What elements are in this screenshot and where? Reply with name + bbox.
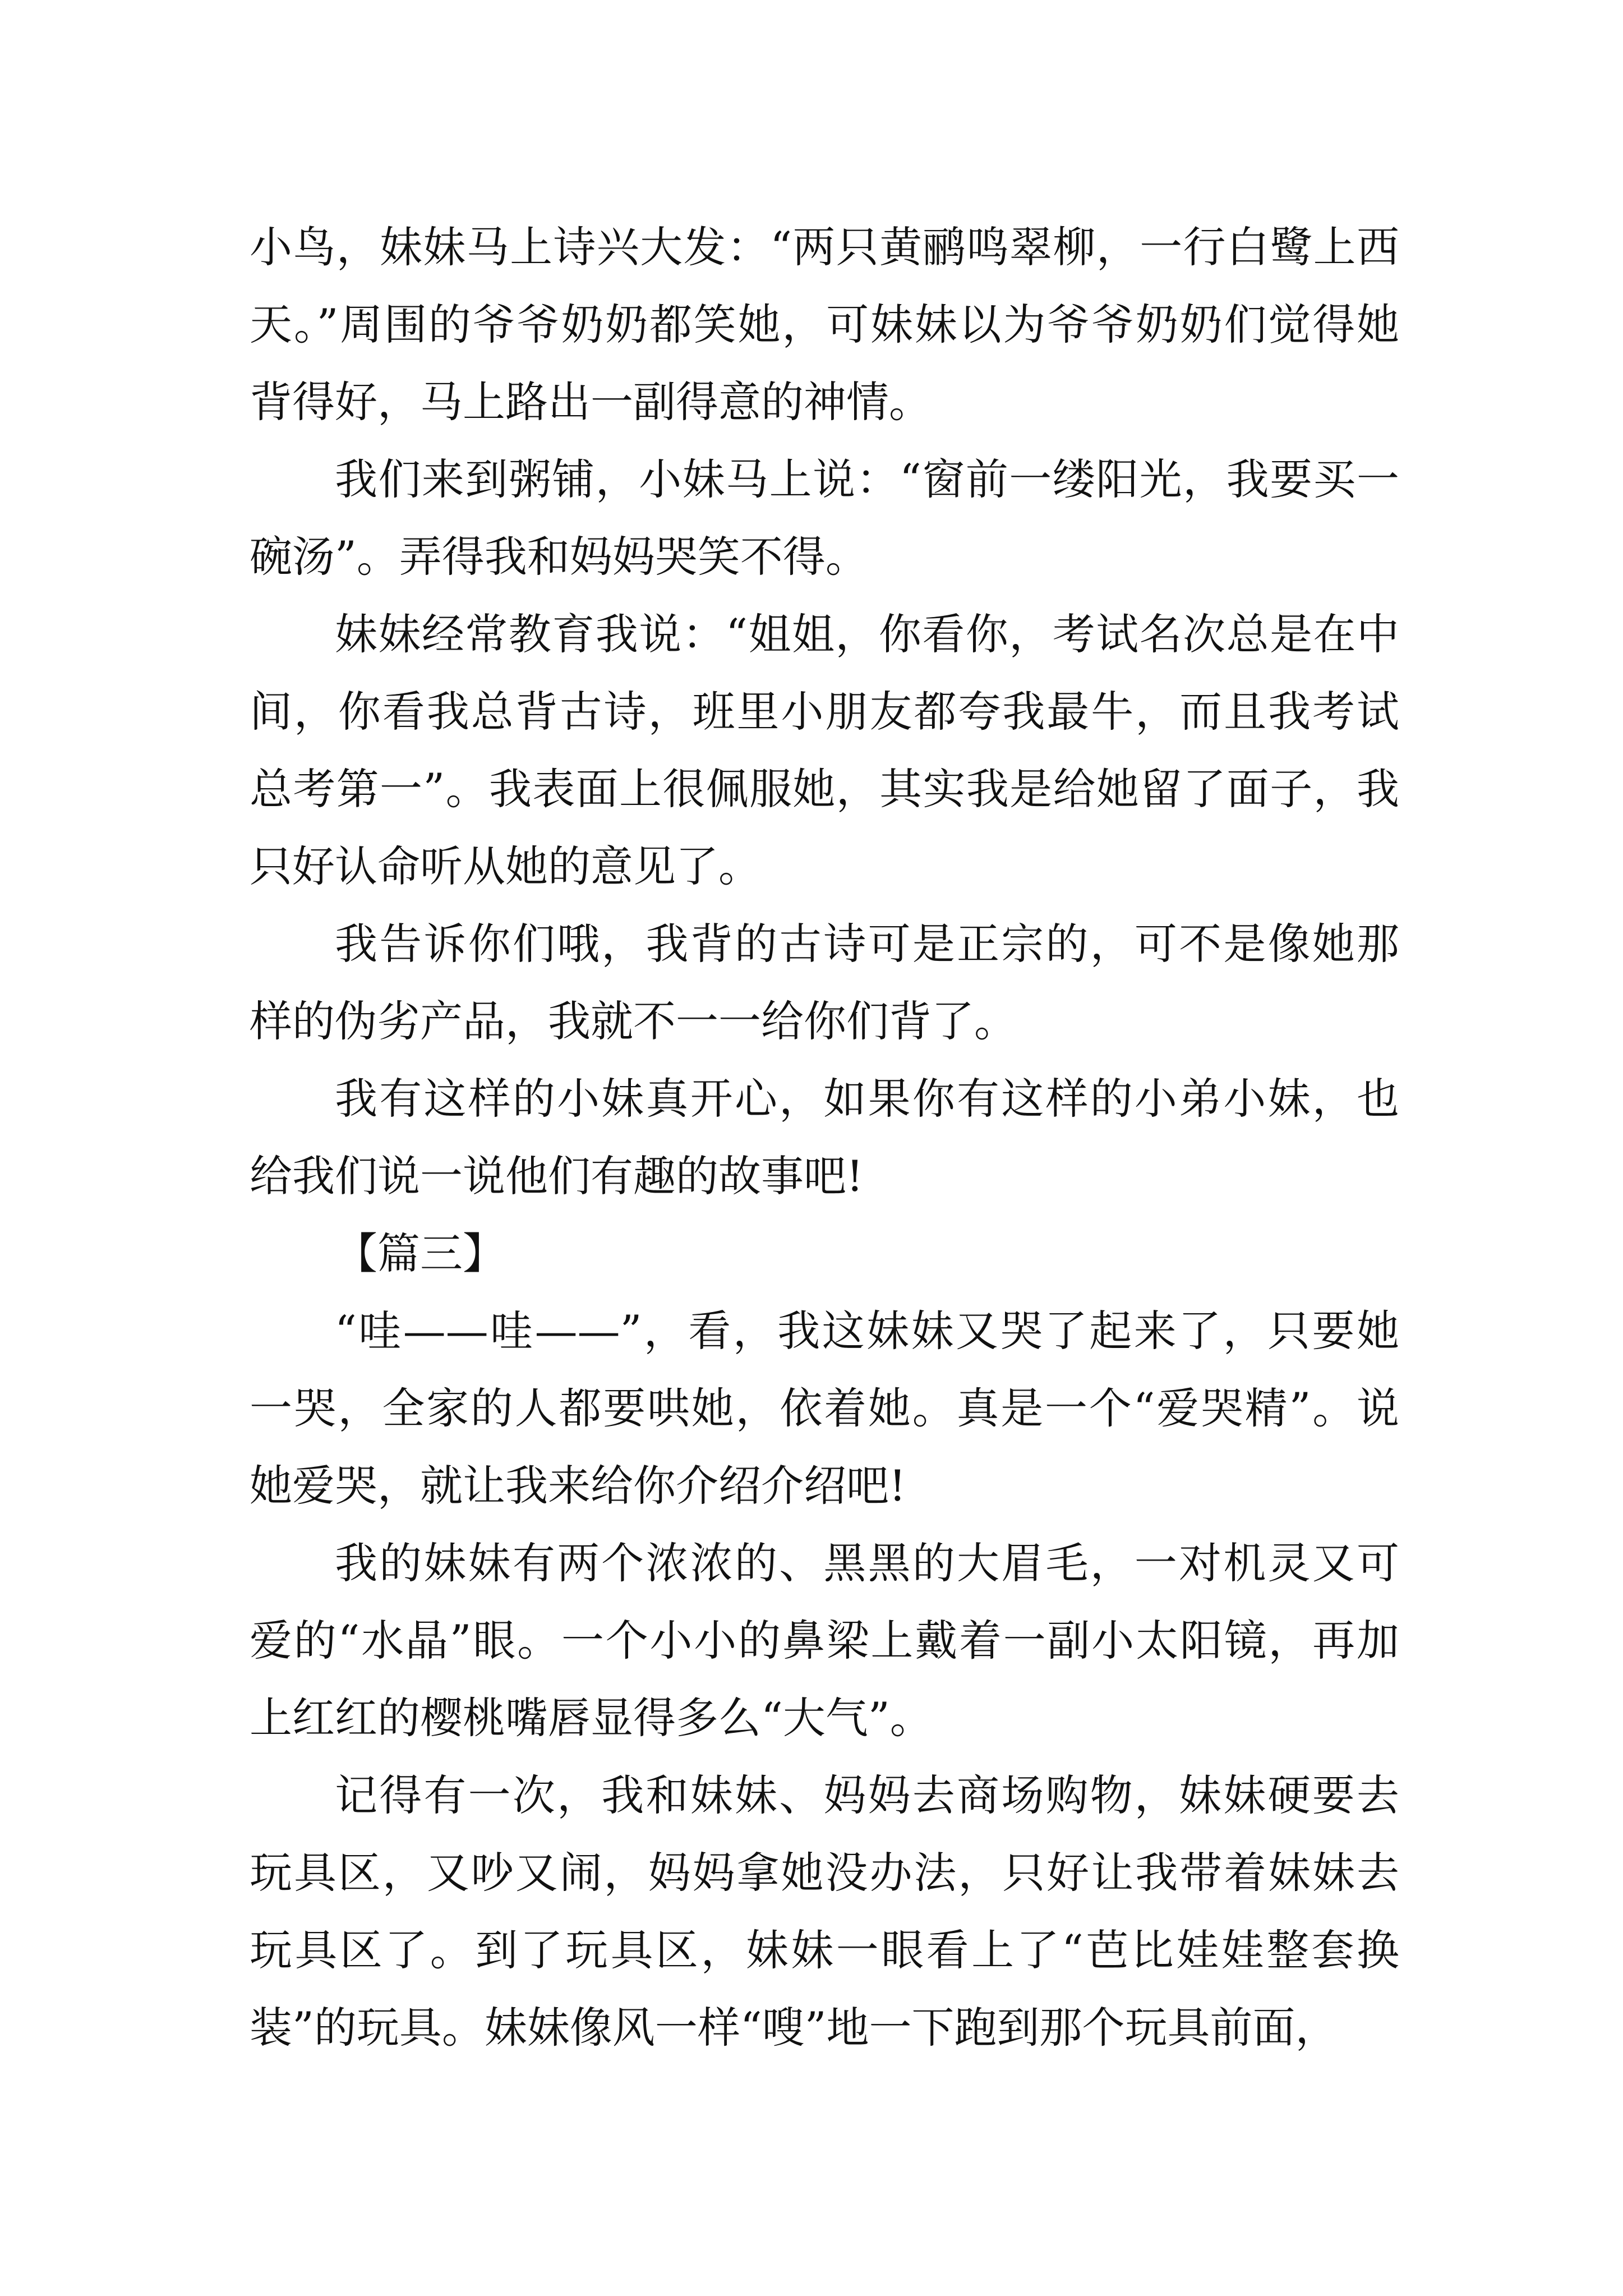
paragraph-continuation: 小鸟，妹妹马上诗兴大发：“两只黄鹂鸣翠柳，一行白鹭上西天。”周围的爷爷奶奶都笑她，可妹妹以为爷爷奶奶们觉得她背得好，马上路出一副得意的神情。 bbox=[250, 222, 1399, 427]
paragraph-shopping: 记得有一次，我和妹妹、妈妈去商场购物，妹妹硬要去玩具区，又吵又闹，妈妈拿她没办法，只好让我带着妹妹去玩具区了。到了玩具区，妹妹一眼看上了“芭比娃娃整套换装”的玩具。妹妹像风一样“嗖”地一下跑到那个玩具前面， bbox=[250, 1770, 1399, 2053]
paragraph-porridge-shop: 我们来到粥铺，小妹马上说：“窗前一缕阳光，我要买一碗汤”。弄得我和妈妈哭笑不得。 bbox=[250, 454, 1399, 582]
document-body bbox=[250, 209, 1399, 2067]
paragraph-crybaby: “哇——哇——”，看，我这妹妹又哭了起来了，只要她一哭，全家的人都要哄她，依着她。真是一个“爱哭精”。说她爱哭，就让我来给你介绍介绍吧! bbox=[250, 1306, 1399, 1511]
section-heading: 【篇三】 bbox=[335, 1228, 505, 1278]
paragraph-educate: 妹妹经常教育我说：“姐姐，你看你，考试名次总是在中间，你看我总背古诗，班里小朋友都夸我最牛，而且我考试总考第一”。我表面上很佩服她，其实我是给她留了面子，我只好认命听从她的意见了。 bbox=[250, 609, 1399, 891]
paragraph-appearance: 我的妹妹有两个浓浓的、黑黑的大眉毛，一对机灵又可爱的“水晶”眼。一个小小的鼻梁上戴着一副小太阳镜，再加上红红的樱桃嘴唇显得多么“大气”。 bbox=[250, 1538, 1399, 1743]
paragraph-genuine-poems: 我告诉你们哦，我背的古诗可是正宗的，可不是像她那样的伪劣产品，我就不一一给你们背了。 bbox=[250, 919, 1399, 1046]
paragraph-happy: 我有这样的小妹真开心，如果你有这样的小弟小妹，也给我们说一说他们有趣的故事吧! bbox=[250, 1074, 1399, 1201]
